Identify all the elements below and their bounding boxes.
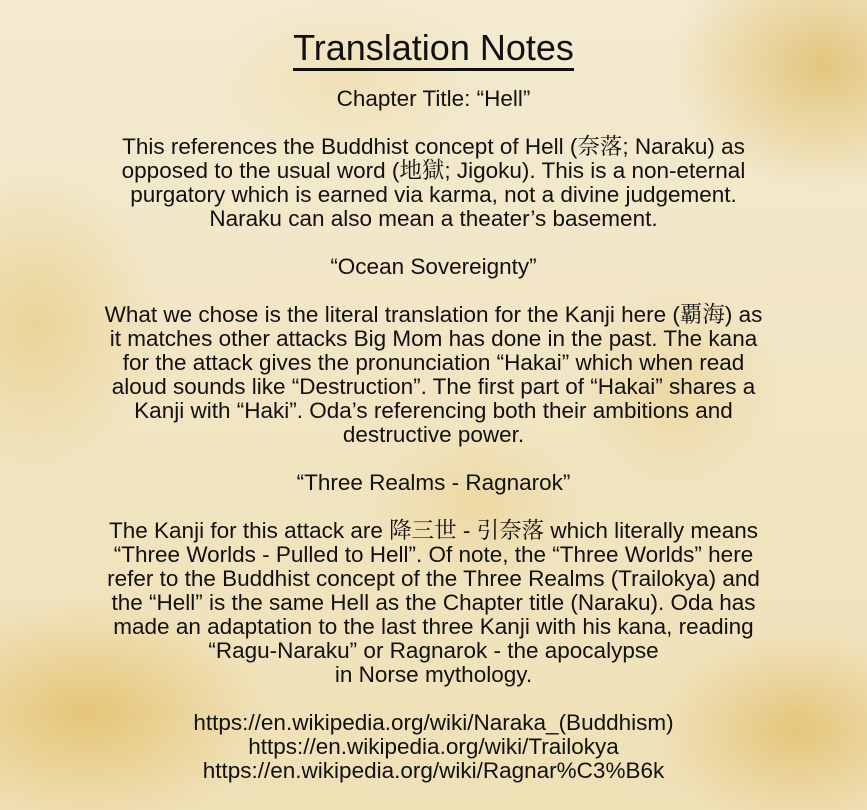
note-line: made an adaptation to the last three Kanji with his kana, reading (113, 614, 754, 639)
realms-heading: “Three Realms - Ragnarok” (296, 470, 571, 495)
note-line: Kanji with “Haki”. Oda’s referencing both their ambitions and (134, 398, 733, 423)
ocean-heading: “Ocean Sovereignty” (330, 254, 537, 279)
ocean-section (34, 255, 834, 279)
reference-links (34, 711, 834, 783)
realms-note (24, 519, 844, 687)
ocean-note (24, 303, 844, 447)
note-line: the “Hell” is the same Hell as the Chapter title (Naraku). Oda has (111, 590, 756, 615)
realms-section (34, 471, 834, 495)
note-line: “Ragu-Naraku” or Ragnarok - the apocalypse (208, 638, 659, 663)
link-ragnarok[interactable]: https://en.wikipedia.org/wiki/Ragnar%C3%B6k (202, 758, 665, 783)
link-trailokya[interactable]: https://en.wikipedia.org/wiki/Trailokya (248, 734, 619, 759)
note-line: What we chose is the literal translation for the Kanji here (覇海) as (104, 302, 763, 327)
page-title: Translation Notes (293, 28, 574, 71)
note-line: destructive power. (342, 422, 525, 447)
chapter-title-heading: Chapter Title: “Hell” (336, 86, 531, 111)
note-line: purgatory which is earned via karma, not a divine judgement. (130, 182, 737, 207)
note-line: This references the Buddhist concept of Hell (奈落; Naraku) as (122, 134, 745, 159)
note-line: The Kanji for this attack are 降三世 - 引奈落 which literally means (109, 518, 758, 543)
note-line: in Norse mythology. (334, 662, 533, 687)
chapter-title-section (34, 87, 834, 111)
hell-note (34, 135, 834, 231)
note-line: refer to the Buddhist concept of the Three Realms (Trailokya) and (107, 566, 760, 591)
note-line: “Three Worlds - Pulled to Hell”. Of note, the “Three Worlds” here (113, 542, 754, 567)
note-line: aloud sounds like “Destruction”. The first part of “Hakai” shares a (111, 374, 756, 399)
note-line: it matches other attacks Big Mom has done in the past. The kana (109, 326, 758, 351)
link-naraka[interactable]: https://en.wikipedia.org/wiki/Naraka_(Buddhism) (193, 710, 674, 735)
note-line: for the attack gives the pronunciation “Hakai” which when read (122, 350, 745, 375)
note-line: Naraku can also mean a theater’s basement. (209, 206, 658, 231)
note-line: opposed to the usual word (地獄; Jigoku). This is a non-eternal (121, 158, 746, 183)
